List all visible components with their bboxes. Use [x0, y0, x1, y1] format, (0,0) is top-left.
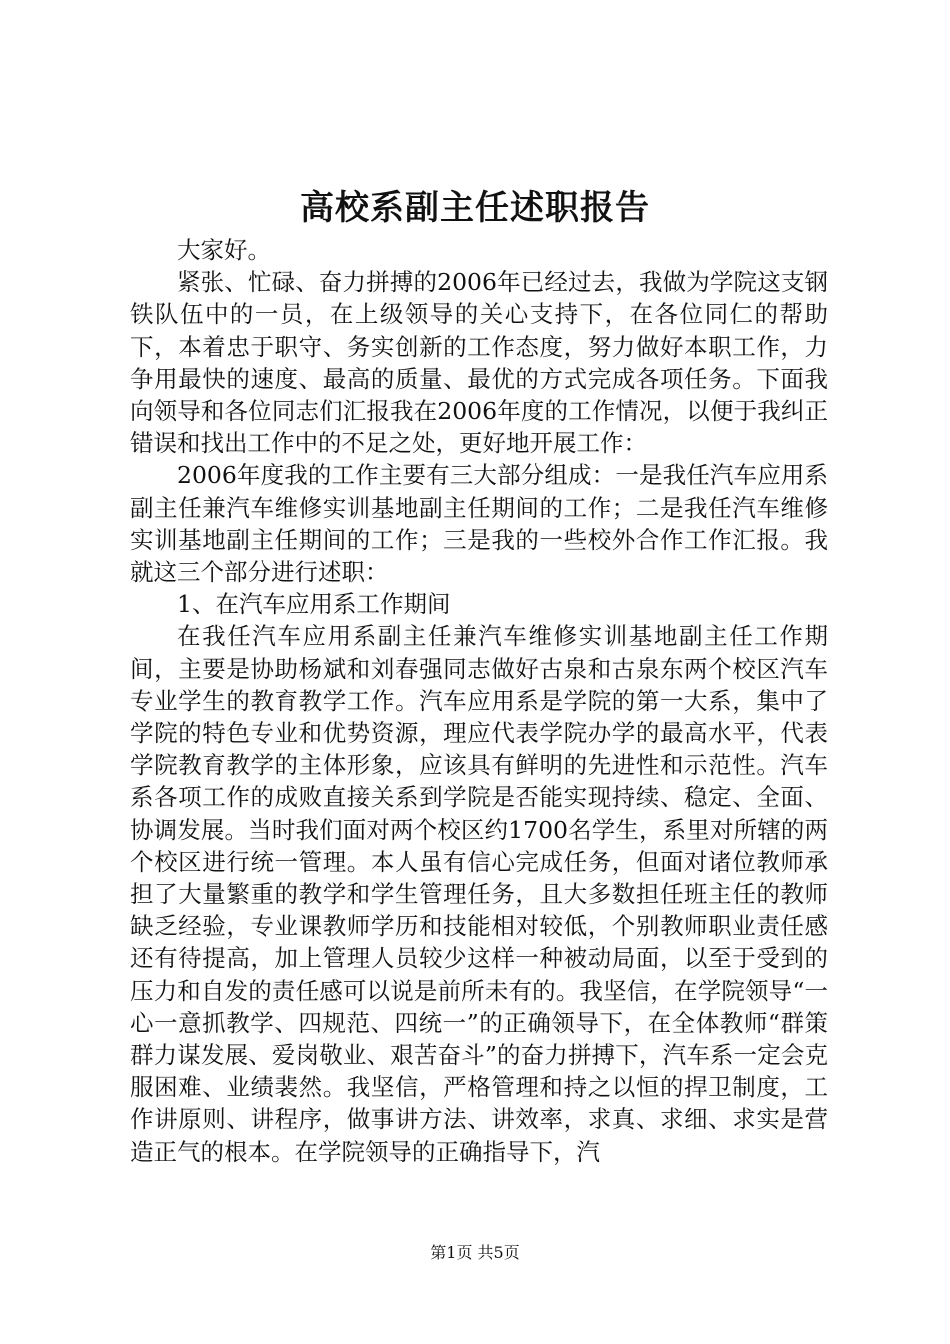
paragraph-section-1: 在我任汽车应用系副主任兼汽车维修实训基地副主任工作期间，主要是协助杨斌和刘春强同志做好古泉和古泉东两个校区汽车专业学生的教育教学工作。汽车应用系是学院的第一大系，集中了学院的特色专业和优势资源，理应代表学院办学的最高水平，代表学院教育教学的主体形象，应该具有鲜明的先进性和示范性。汽车系各项工作的成败直接关系到学院是否能实现持续、稳定、全面、协调发展。当时我们面对两个校区约1700名学生，系里对所辖的两个校区进行统一管理。本人虽有信心完成任务，但面对诸位教师承担了大量繁重的教学和学生管理任务，且大多数担任班主任的教师缺乏经验，专业课教师学历和技能相对较低，个别教师职业责任感还有待提高，加上管理人员较少这样一种被动局面，以至于受到的压力和自发的责任感可以说是前所未有的。我坚信，在学院领导“一心一意抓教学、四规范、四统一”的正确领导下，在全体教师“群策群力谋发展、爱岗敬业、艰苦奋斗”的奋力拼搏下，汽车系一定会克服困难、业绩裴然。我坚信，严格管理和持之以恒的捍卫制度，工作讲原则、讲程序，做事讲方法、讲效率，求真、求细、求实是营造正气的根本。在学院领导的正确指导下，汽 — [130, 622, 828, 1166]
document-title: 高校系副主任述职报告 — [300, 188, 650, 228]
paragraph-overview: 2006年度我的工作主要有三大部分组成：一是我任汽车应用系副主任兼汽车维修实训基地副主任期间的工作；二是我任汽车维修实训基地副主任期间的工作；三是我的一些校外合作工作汇报。我就这三个部分进行述职： — [130, 461, 828, 587]
document-body — [130, 234, 828, 1168]
paragraph-greeting: 大家好。 — [177, 236, 271, 264]
paragraph-intro: 紧张、忙碌、奋力拼搏的2006年已经过去，我做为学院这支钢铁队伍中的一员，在上级领导的关心支持下，在各位同仁的帮助下，本着忠于职守、务实创新的工作态度，努力做好本职工作，力争用最快的速度、最高的质量、最优的方式完成各项任务。下面我向领导和各位同志们汇报我在2006年度的工作情况，以便于我纠正错误和找出工作中的不足之处，更好地开展工作： — [130, 268, 828, 458]
page-footer: 第1页 共5页 — [430, 1243, 520, 1262]
section-heading: 1、在汽车应用系工作期间 — [177, 590, 451, 619]
